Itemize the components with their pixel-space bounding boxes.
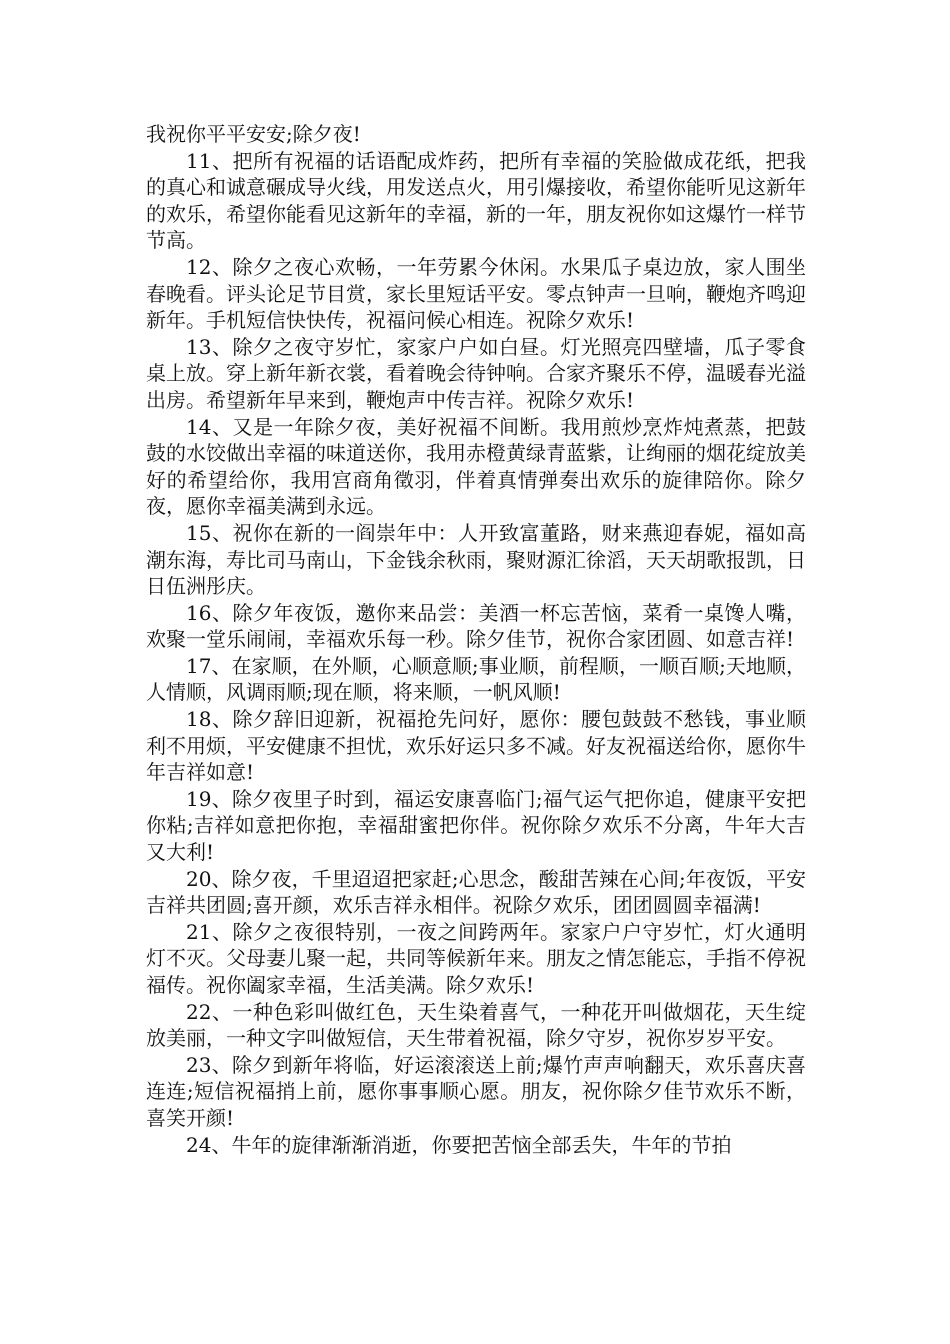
paragraph-11: 11、把所有祝福的话语配成炸药，把所有幸福的笑脸做成花纸，把我的真心和诚意碾成导火线，用发送点火，用引爆接收，希望你能听见这新年的欢乐，希望你能看见这新年的幸福，新的一年，朋友祝你如这爆竹一样节节高。 — [146, 148, 806, 253]
paragraph-intro: 我祝你平平安安;除夕夜! — [146, 122, 361, 146]
paragraph-16: 16、除夕年夜饭，邀你来品尝：美酒一杯忘苦恼，菜肴一桌馋人嘴，欢聚一堂乐闹闹，幸福欢乐每一秒。除夕佳节，祝你合家团圆、如意吉祥! — [146, 600, 806, 652]
paragraph-24: 24、牛年的旋律渐渐消逝，你要把苦恼全部丢失，牛年的节拍 — [186, 1132, 732, 1157]
paragraph-17: 17、在家顺，在外顺，心顺意顺;事业顺，前程顺，一顺百顺;天地顺，人情顺，风调雨顺;现在顺，将来顺，一帆风顺! — [146, 653, 806, 705]
document-body — [146, 121, 806, 1158]
paragraph-20: 20、除夕夜，千里迢迢把家赶;心思念，酸甜苦辣在心间;年夜饭，平安吉祥共团圆;喜开颜，欢乐吉祥永相伴。祝除夕欢乐，团团圆圆幸福满! — [146, 866, 806, 918]
paragraph-12: 12、除夕之夜心欢畅，一年劳累今休闲。水果瓜子桌边放，家人围坐春晚看。评头论足节目赏，家长里短话平安。零点钟声一旦响，鞭炮齐鸣迎新年。手机短信快快传，祝福问候心相连。祝除夕欢乐! — [146, 254, 806, 333]
paragraph-18: 18、除夕辞旧迎新，祝福抢先问好，愿你：腰包鼓鼓不愁钱，事业顺利不用烦，平安健康不担忧，欢乐好运只多不减。好友祝福送给你，愿你牛年吉祥如意! — [146, 707, 806, 785]
paragraph-13: 13、除夕之夜守岁忙，家家户户如白昼。灯光照亮四壁墙，瓜子零食桌上放。穿上新年新衣裳，看着晚会待钟响。合家齐聚乐不停，温暖春光溢出房。希望新年早来到，鞭炮声中传吉祥。祝除夕欢乐! — [146, 334, 806, 412]
paragraph-19: 19、除夕夜里子时到，福运安康喜临门;福气运气把你追，健康平安把你粘;吉祥如意把你抱，幸福甜蜜把你伴。祝你除夕欢乐不分离，牛年大吉又大利! — [146, 786, 806, 865]
paragraph-21: 21、除夕之夜很特别，一夜之间跨两年。家家户户守岁忙，灯火通明灯不灭。父母妻儿聚一起，共同等候新年来。朋友之情怎能忘，手指不停祝福传。祝你阖家幸福，生活美满。除夕欢乐! — [146, 919, 806, 997]
paragraph-23: 23、除夕到新年将临，好运滚滚送上前;爆竹声声响翻天，欢乐喜庆喜连连;短信祝福捎上前，愿你事事顺心愿。朋友，祝你除夕佳节欢乐不断，喜笑开颜! — [146, 1052, 806, 1130]
paragraph-14: 14、又是一年除夕夜，美好祝福不间断。我用煎炒烹炸炖煮蒸，把鼓鼓的水饺做出幸福的味道送你，我用赤橙黄绿青蓝紫，让绚丽的烟花绽放美好的希望给你，我用宫商角徵羽，伴着真情弹奏出欢乐的旋律陪你。除夕夜，愿你幸福美满到永远。 — [146, 414, 806, 519]
paragraph-15: 15、祝你在新的一阎崇年中：人开致富董路，财来燕迎春妮，福如高潮东海，寿比司马南山，下金钱余秋雨，聚财源汇徐滔，天天胡歌报凯，日日伍洲彤庆。 — [146, 520, 806, 599]
paragraph-22: 22、一种色彩叫做红色，天生染着喜气，一种花开叫做烟花，天生绽放美丽，一种文字叫做短信，天生带着祝福，除夕守岁，祝你岁岁平安。 — [146, 999, 806, 1051]
